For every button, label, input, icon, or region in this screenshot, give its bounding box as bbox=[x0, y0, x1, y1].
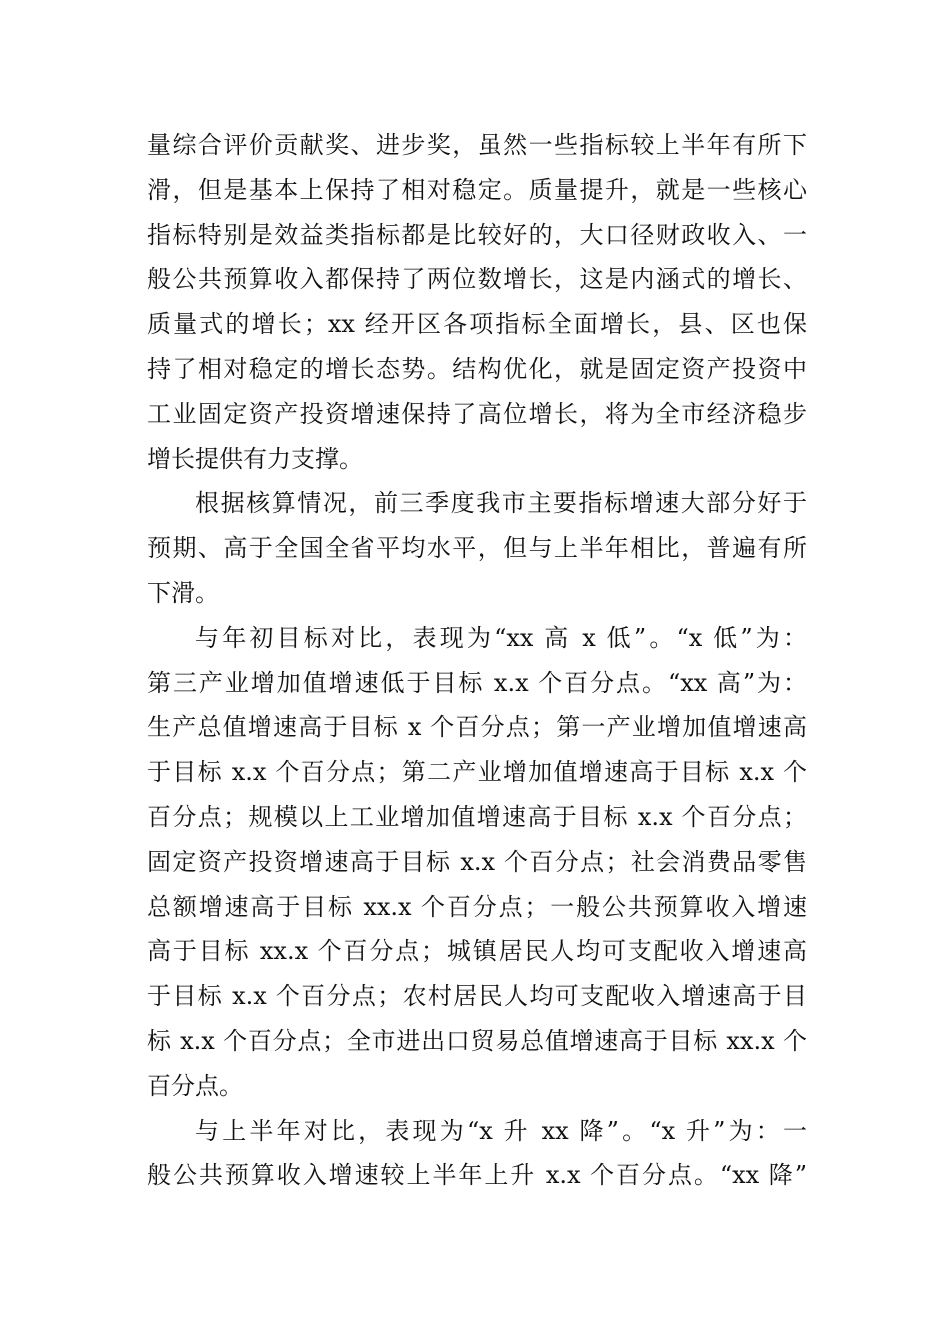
text-line: 于目标 x.x 个百分点；农村居民人均可支配收入增速高于目 bbox=[147, 982, 807, 1011]
paragraph-3 bbox=[147, 616, 807, 1109]
text-line: 百分点。 bbox=[147, 1071, 243, 1100]
paragraph-1 bbox=[147, 123, 807, 481]
text-line: 总额增速高于目标 xx.x 个百分点；一般公共预算收入增速 bbox=[147, 892, 807, 921]
text-line: 预期、高于全国全省平均水平，但与上半年相比，普遍有所 bbox=[147, 534, 807, 563]
text-line: 生产总值增速高于目标 x 个百分点；第一产业增加值增速高 bbox=[147, 713, 807, 742]
paragraph-2 bbox=[147, 481, 807, 615]
text-line: 标 x.x 个百分点；全市进出口贸易总值增速高于目标 xx.x 个 bbox=[147, 1026, 807, 1055]
text-line: 量综合评价贡献奖、进步奖，虽然一些指标较上半年有所下 bbox=[147, 131, 807, 159]
text-line: 质量式的增长；xx 经开区各项指标全面增长，县、区也保 bbox=[147, 310, 807, 339]
text-line: 工业固定资产投资增速保持了高位增长，将为全市经济稳步 bbox=[147, 399, 807, 428]
text-line: 与上半年对比，表现为“x 升 xx 降”。“x 升”为：一 bbox=[195, 1116, 807, 1145]
text-line: 固定资产投资增速高于目标 x.x 个百分点；社会消费品零售 bbox=[147, 847, 807, 876]
text-line: 与年初目标对比，表现为“xx 高 x 低”。“x 低”为： bbox=[195, 623, 807, 652]
text-line: 高于目标 xx.x 个百分点；城镇居民人均可支配收入增速高 bbox=[147, 937, 807, 966]
text-line: 持了相对稳定的增长态势。结构优化，就是固定资产投资中 bbox=[147, 354, 807, 383]
text-line: 般公共预算收入增速较上半年上升 x.x 个百分点。“xx 降” bbox=[147, 1161, 807, 1190]
text-line: 增长提供有力支撑。 bbox=[147, 444, 363, 473]
paragraph-4 bbox=[147, 1109, 807, 1199]
text-line: 第三产业增加值增速低于目标 x.x 个百分点。“xx 高”为： bbox=[147, 668, 807, 697]
text-line: 下滑。 bbox=[147, 578, 219, 607]
text-line: 指标特别是效益类指标都是比较好的，大口径财政收入、一 bbox=[147, 220, 807, 249]
text-line: 于目标 x.x 个百分点；第二产业增加值增速高于目标 x.x 个 bbox=[147, 758, 807, 787]
document-body bbox=[147, 123, 807, 1198]
text-line: 根据核算情况，前三季度我市主要指标增速大部分好于 bbox=[195, 489, 807, 518]
text-line: 般公共预算收入都保持了两位数增长，这是内涵式的增长、 bbox=[147, 265, 807, 294]
text-line: 滑，但是基本上保持了相对稳定。质量提升，就是一些核心 bbox=[147, 175, 807, 204]
text-line: 百分点；规模以上工业增加值增速高于目标 x.x 个百分点； bbox=[147, 802, 807, 831]
